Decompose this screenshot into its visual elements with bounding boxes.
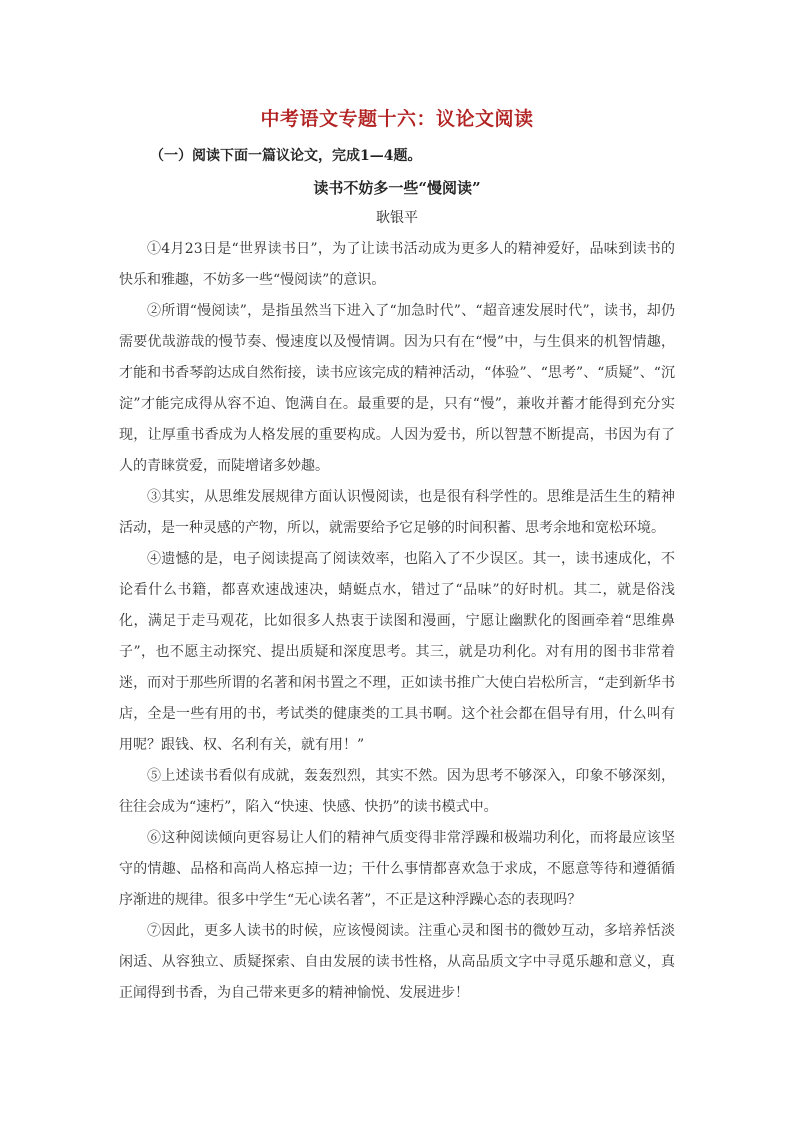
article-body bbox=[119, 234, 675, 1009]
page-title: 中考语文专题十六：议论文阅读 bbox=[260, 108, 534, 130]
paragraph-7: ⑦因此，更多人读书的时候，应该慢阅读。注重心灵和图书的微妙互动，多培养恬淡闲适、从容独立、质疑探索、自由发展的读书性格，从高品质文字中寻觅乐趣和意义，真正闻得到书香，为自己带来更多的精神愉悦、发展进步！ bbox=[119, 923, 675, 1001]
paragraph-2: ②所谓“慢阅读”，是指虽然当下进入了“加急时代”、“超音速发展时代”，读书，却仍需要优哉游哉的慢节奏、慢速度以及慢情调。因为只有在“慢”中，与生俱来的机智情趣，才能和书香琴韵达成自然衔接，读书应该完成的精神活动，“体验”、“思考”、“质疑”、“沉淀”才能完成得从容不迫、饱满自在。最重要的是，只有“慢”，兼收并蓄才能得到充分实现，让厚重书香成为人格发展的重要构成。人因为爱书，所以智慧不断提高，书因为有了人的青睐赏爱，而陡增诸多妙趣。 bbox=[119, 303, 675, 474]
author-name: 耿银平 bbox=[376, 210, 418, 226]
paragraph-4: ④遗憾的是，电子阅读提高了阅读效率，也陷入了不少误区。其一，读书速成化，不论看什么书籍，都喜欢速战速决，蜻蜓点水，错过了“品味”的好时机。其二，就是俗浅化，满足于走马观花，比如很多人热衷于读图和漫画，宁愿让幽默化的图画牵着“思维鼻子”，也不愿主动探究、提出质疑和深度思考。其三，就是功利化。对有用的图书非常着迷，而对于那些所谓的名著和闲书置之不理，正如读书推广大使白岩松所言，“走到新华书店，全是一些有用的书，考试类的健康类的工具书啊。这个社会都在倡导有用，什么叫有用呢？跟钱、权、名利有关，就有用！” bbox=[119, 551, 675, 753]
section-heading: （一）阅读下面一篇议论文，完成1—4题。 bbox=[150, 148, 422, 164]
paragraph-1: ①4月23日是“世界读书日”，为了让读书活动成为更多人的精神爱好，品味到读书的快乐和雅趣，不妨多一些“慢阅读”的意识。 bbox=[119, 241, 675, 288]
paragraph-6: ⑥这种阅读倾向更容易让人们的精神气质变得非常浮躁和极端功利化，而将最应该坚守的情趣、品格和高尚人格忘掉一边；干什么事情都喜欢急于求成，不愿意等待和遵循循序渐进的规律。很多中学生“无心读名著”，不正是这种浮躁心态的表现吗？ bbox=[119, 830, 675, 908]
paragraph-5: ⑤上述读书看似有成就，轰轰烈烈，其实不然。因为思考不够深入，印象不够深刻，往往会成为“速朽”，陷入“快速、快感、快扔”的读书模式中。 bbox=[119, 768, 675, 815]
article-title: 读书不妨多一些“慢阅读” bbox=[313, 179, 481, 197]
paragraph-3: ③其实，从思维发展规律方面认识慢阅读，也是很有科学性的。思维是活生生的精神活动，是一种灵感的产物，所以，就需要给予它足够的时间积蓄、思考余地和宽松环境。 bbox=[119, 489, 675, 536]
